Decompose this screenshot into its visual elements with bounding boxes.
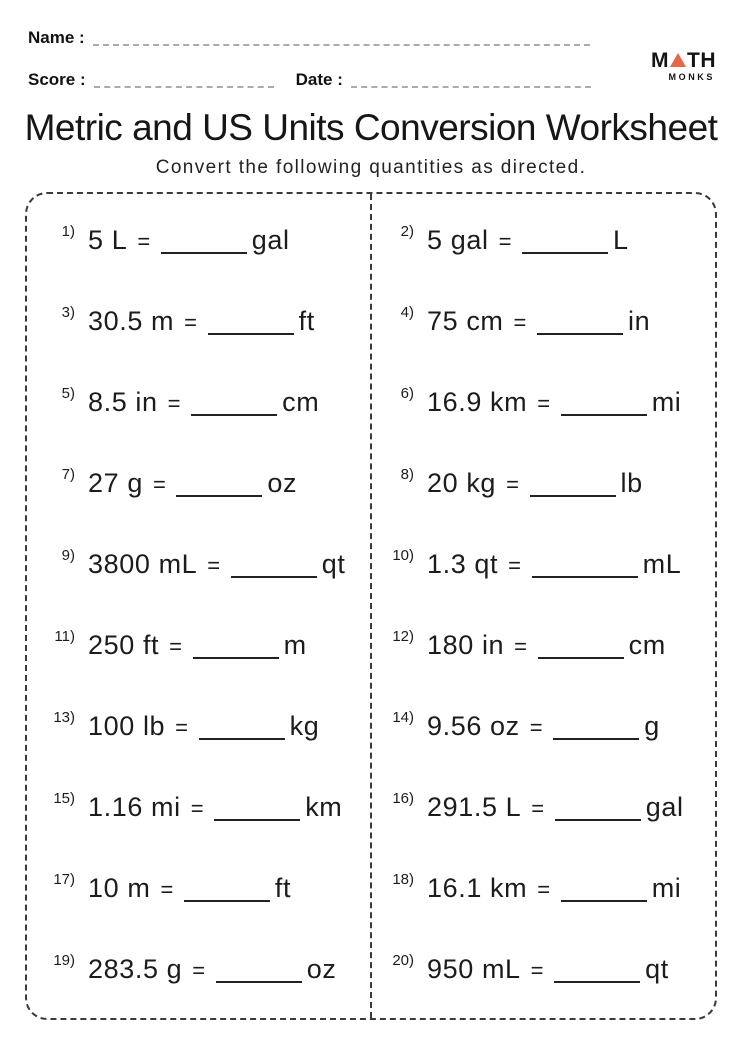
answer-unit: g <box>644 711 660 741</box>
problem-row <box>27 200 370 281</box>
name-input-line[interactable] <box>93 44 590 46</box>
problem-row <box>372 362 715 443</box>
equals-sign: = <box>160 877 174 902</box>
answer-blank[interactable] <box>561 414 647 416</box>
instruction-text: Convert the following quantities as directed. <box>155 157 587 178</box>
problem-quantity: 250 ft <box>88 630 160 660</box>
answer-blank[interactable] <box>184 900 270 902</box>
page-title: Metric and US Units Conversion Worksheet <box>24 107 718 148</box>
problem-number: 12) <box>392 628 414 645</box>
problem-text <box>88 306 315 337</box>
equals-sign: = <box>190 796 205 821</box>
problem-quantity: 1.3 qt <box>427 549 499 579</box>
problem-text <box>427 468 643 499</box>
problem-text <box>88 549 345 580</box>
problems-column-right <box>372 194 715 1018</box>
problem-quantity: 16.1 km <box>427 873 528 903</box>
answer-blank[interactable] <box>161 252 247 254</box>
logo-text-m: M <box>651 49 669 72</box>
score-label: Score : <box>28 70 86 89</box>
answer-unit: oz <box>267 468 298 498</box>
equals-sign: = <box>506 472 520 497</box>
logo-wordmark <box>651 50 716 71</box>
problem-text <box>427 387 681 418</box>
answer-unit: mi <box>651 387 682 417</box>
answer-blank[interactable] <box>532 576 638 578</box>
equals-sign: = <box>175 715 189 740</box>
problem-text <box>88 711 319 742</box>
name-label: Name : <box>28 28 85 47</box>
answer-unit: m <box>283 630 307 660</box>
answer-unit: km <box>305 792 343 822</box>
problem-quantity: 180 in <box>427 630 505 660</box>
problem-text <box>427 873 681 904</box>
problem-number: 20) <box>392 952 414 969</box>
problem-quantity: 20 kg <box>427 468 497 498</box>
answer-unit: cm <box>282 387 320 417</box>
problems-box <box>25 192 717 1020</box>
problem-quantity: 283.5 g <box>88 954 183 984</box>
answer-blank[interactable] <box>554 981 640 983</box>
problem-number: 9) <box>61 547 75 564</box>
problem-text <box>88 225 290 256</box>
problem-text <box>88 468 297 499</box>
equals-sign: = <box>184 310 198 335</box>
problem-row <box>27 848 370 929</box>
equals-sign: = <box>169 634 183 659</box>
problem-text <box>427 630 666 661</box>
problem-text <box>427 711 660 742</box>
problem-quantity: 950 mL <box>427 954 521 984</box>
answer-blank[interactable] <box>231 576 317 578</box>
problem-number: 7) <box>61 466 75 483</box>
problem-quantity: 5 L <box>88 225 128 255</box>
answer-blank[interactable] <box>530 495 616 497</box>
equals-sign: = <box>530 958 545 983</box>
problem-number: 16) <box>392 790 414 807</box>
answer-unit: ft <box>298 306 315 336</box>
problem-row <box>27 767 370 848</box>
answer-blank[interactable] <box>553 738 639 740</box>
date-label: Date : <box>295 70 343 89</box>
answer-blank[interactable] <box>561 900 647 902</box>
problem-quantity: 9.56 oz <box>427 711 520 741</box>
answer-unit: lb <box>620 468 643 498</box>
problem-row <box>372 605 715 686</box>
problem-number: 19) <box>53 952 75 969</box>
score-input-line[interactable] <box>94 86 274 88</box>
answer-blank[interactable] <box>176 495 262 497</box>
problem-quantity: 16.9 km <box>427 387 528 417</box>
equals-sign: = <box>537 391 551 416</box>
problem-number: 13) <box>53 709 75 726</box>
problem-row <box>27 443 370 524</box>
problem-quantity: 1.16 mi <box>88 792 181 822</box>
problem-number: 2) <box>400 223 414 240</box>
equals-sign: = <box>514 634 528 659</box>
problem-text <box>427 306 650 337</box>
answer-blank[interactable] <box>199 738 285 740</box>
equals-sign: = <box>152 472 167 497</box>
problem-text <box>88 630 307 661</box>
date-input-line[interactable] <box>351 86 591 88</box>
problem-row <box>27 929 370 1010</box>
answer-unit: ft <box>274 873 292 903</box>
triangle-icon <box>670 53 686 67</box>
answer-unit: qt <box>321 549 346 579</box>
problem-number: 10) <box>392 547 414 564</box>
equals-sign: = <box>529 715 544 740</box>
answer-blank[interactable] <box>537 333 623 335</box>
problem-row <box>27 362 370 443</box>
answer-blank[interactable] <box>216 981 302 983</box>
problem-row <box>27 605 370 686</box>
answer-unit: L <box>613 225 629 255</box>
problem-row <box>372 929 715 1010</box>
problem-text <box>88 387 319 418</box>
problem-text <box>427 954 669 985</box>
answer-blank[interactable] <box>538 657 624 659</box>
problem-row <box>372 524 715 605</box>
problems-column-left <box>27 194 372 1018</box>
answer-unit: oz <box>306 954 337 984</box>
equals-sign: = <box>167 391 182 416</box>
problem-number: 3) <box>61 304 75 321</box>
answer-blank[interactable] <box>208 333 294 335</box>
problem-number: 5) <box>61 385 75 402</box>
problem-quantity: 291.5 L <box>427 792 522 822</box>
problem-row <box>372 443 715 524</box>
problem-quantity: 10 m <box>88 873 151 903</box>
answer-blank[interactable] <box>191 414 277 416</box>
problem-text <box>88 792 342 823</box>
answer-unit: gal <box>251 225 290 255</box>
equals-sign: = <box>508 553 522 578</box>
logo-subtext: MONKS <box>668 72 715 82</box>
problem-row <box>27 281 370 362</box>
problem-quantity: 30.5 m <box>88 306 175 336</box>
problem-number: 4) <box>400 304 414 321</box>
answer-unit: mi <box>651 873 682 903</box>
score-date-row <box>28 70 595 90</box>
problem-row <box>372 686 715 767</box>
problem-number: 14) <box>392 709 414 726</box>
answer-blank[interactable] <box>193 657 279 659</box>
problem-row <box>372 848 715 929</box>
answer-blank[interactable] <box>214 819 300 821</box>
equals-sign: = <box>498 229 513 254</box>
answer-unit: qt <box>645 954 669 984</box>
problem-quantity: 8.5 in <box>88 387 158 417</box>
problem-row <box>27 686 370 767</box>
problem-number: 17) <box>53 871 75 888</box>
problem-text <box>427 549 681 580</box>
problem-text <box>427 225 629 256</box>
problem-number: 11) <box>54 628 75 645</box>
problem-row <box>372 200 715 281</box>
problem-text <box>88 873 291 904</box>
problem-number: 18) <box>392 871 414 888</box>
problem-number: 8) <box>400 466 414 483</box>
problem-number: 1) <box>61 223 75 240</box>
answer-unit: kg <box>289 711 320 741</box>
problem-quantity: 75 cm <box>427 306 504 336</box>
problem-row <box>372 767 715 848</box>
answer-unit: cm <box>628 630 666 660</box>
math-monks-logo <box>651 50 716 82</box>
equals-sign: = <box>531 796 545 821</box>
problem-quantity: 5 gal <box>427 225 489 255</box>
equals-sign: = <box>513 310 527 335</box>
answer-unit: in <box>627 306 651 336</box>
problem-row <box>27 524 370 605</box>
problem-row <box>372 281 715 362</box>
problem-number: 6) <box>400 385 414 402</box>
problem-text <box>88 954 336 985</box>
answer-blank[interactable] <box>555 819 641 821</box>
problem-text <box>427 792 684 823</box>
equals-sign: = <box>207 553 221 578</box>
problem-quantity: 27 g <box>88 468 143 498</box>
problem-quantity: 3800 mL <box>88 549 198 579</box>
equals-sign: = <box>137 229 151 254</box>
answer-blank[interactable] <box>522 252 608 254</box>
problem-number: 15) <box>53 790 75 807</box>
answer-unit: gal <box>645 792 684 822</box>
equals-sign: = <box>192 958 206 983</box>
name-row <box>28 28 590 48</box>
logo-text-th: TH <box>687 49 716 72</box>
answer-unit: mL <box>642 549 682 579</box>
problem-quantity: 100 lb <box>88 711 166 741</box>
equals-sign: = <box>537 877 551 902</box>
